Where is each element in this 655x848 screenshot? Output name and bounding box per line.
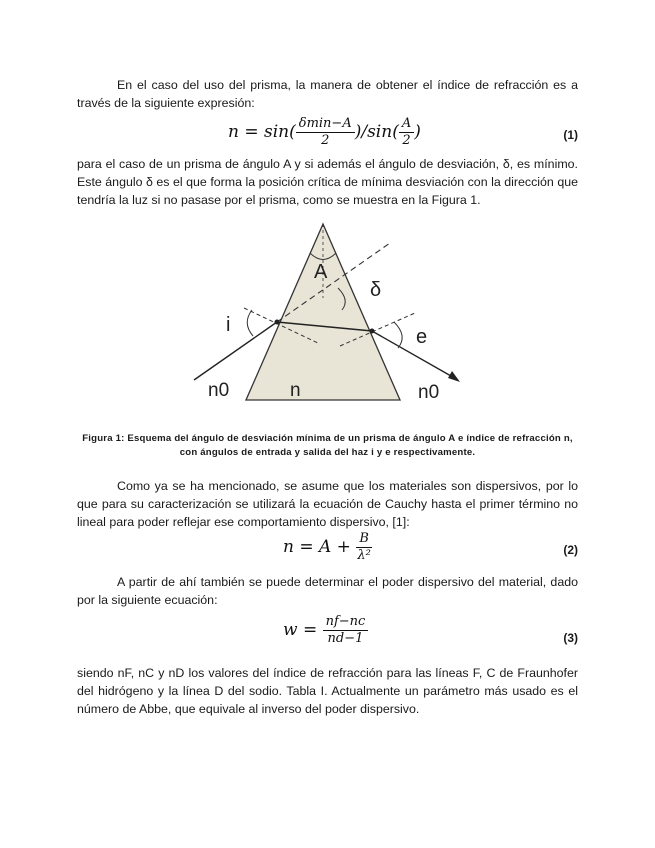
eq2-fraction <box>356 531 372 564</box>
eq3-lhs: w = <box>283 620 323 640</box>
paragraph-abbe: siendo nF, nC y nD los valores del índice de refracción para las líneas F, C de Fraunhofer del hidrógeno y la línea D del sodio. Tabla I. Actualmente un parámetro más usado es el número de Abbe, que equivale al inverso del poder dispersivo. <box>77 666 578 716</box>
label-A: A <box>314 261 328 283</box>
label-e: e <box>416 326 428 348</box>
eq2-numerator: B <box>356 531 372 548</box>
label-n0-left: n0 <box>208 380 230 401</box>
equation-1-number: (1) <box>563 128 578 142</box>
equation-3 <box>283 614 368 647</box>
figure-caption <box>60 432 595 460</box>
figure-1-prism-diagram <box>180 218 480 408</box>
paragraph-intro: En el caso del uso del prisma, la manera de obtener el índice de refracción es a través de la siguiente expresión: <box>77 78 578 110</box>
eq3-denominator: nd−1 <box>327 631 364 646</box>
eq2-lhs: n = A + <box>283 537 357 557</box>
equation-3-number: (3) <box>563 631 578 645</box>
label-n0-right: n0 <box>418 382 440 403</box>
eq1-mid: )/sin( <box>354 122 399 142</box>
eq1-fraction-2 <box>399 116 414 149</box>
eq1-frac2-numerator: A <box>399 116 414 133</box>
eq1-frac2-denominator: 2 <box>402 133 411 148</box>
eq3-fraction <box>323 614 369 647</box>
exit-point <box>370 329 375 334</box>
paragraph-prism-angle: para el caso de un prisma de ángulo A y si además el ángulo de desviación, δ, es mínimo. Este ángulo δ es el que forma la posición crítica de mínima desviación con la dirección que tendría la luz si no pasase por el prisma, como se muestra en la Figura 1. <box>77 157 578 207</box>
equation-2-number: (2) <box>563 543 578 557</box>
equation-2 <box>283 531 372 564</box>
label-n: n <box>290 380 301 401</box>
eq1-lhs: n = sin( <box>228 122 296 142</box>
label-i: i <box>226 314 231 336</box>
eq1-rhs: ) <box>414 122 421 142</box>
eq2-denominator: λ² <box>357 548 371 563</box>
caption-line-2: con ángulos de entrada y salida del haz i y e respectivamente. <box>179 447 476 458</box>
label-delta: δ <box>370 279 382 301</box>
entry-point <box>275 320 280 325</box>
equation-1 <box>228 116 421 149</box>
paragraph-dispersive-power: A partir de ahí también se puede determinar el poder dispersivo del material, dado por la siguiente ecuación: <box>77 575 578 607</box>
angle-i-arc <box>247 310 253 336</box>
caption-line-1: Figura 1: Esquema del ángulo de desviación mínima de un prisma de ángulo A e índice de refracción n, <box>82 433 573 444</box>
emergent-ray-arrowhead <box>448 371 460 382</box>
eq1-fraction-1 <box>296 116 355 149</box>
eq1-frac1-denominator: 2 <box>321 133 330 148</box>
eq1-frac1-numerator: δmin−A <box>296 116 355 133</box>
paragraph-cauchy: Como ya se ha mencionado, se asume que los materiales son dispersivos, por lo que para su caracterización se utilizará la ecuación de Cauchy hasta el primer término no lineal para poder reflejar ese comportamiento dispersivo, [1]: <box>77 479 578 529</box>
eq3-numerator: nf−nc <box>323 614 369 631</box>
